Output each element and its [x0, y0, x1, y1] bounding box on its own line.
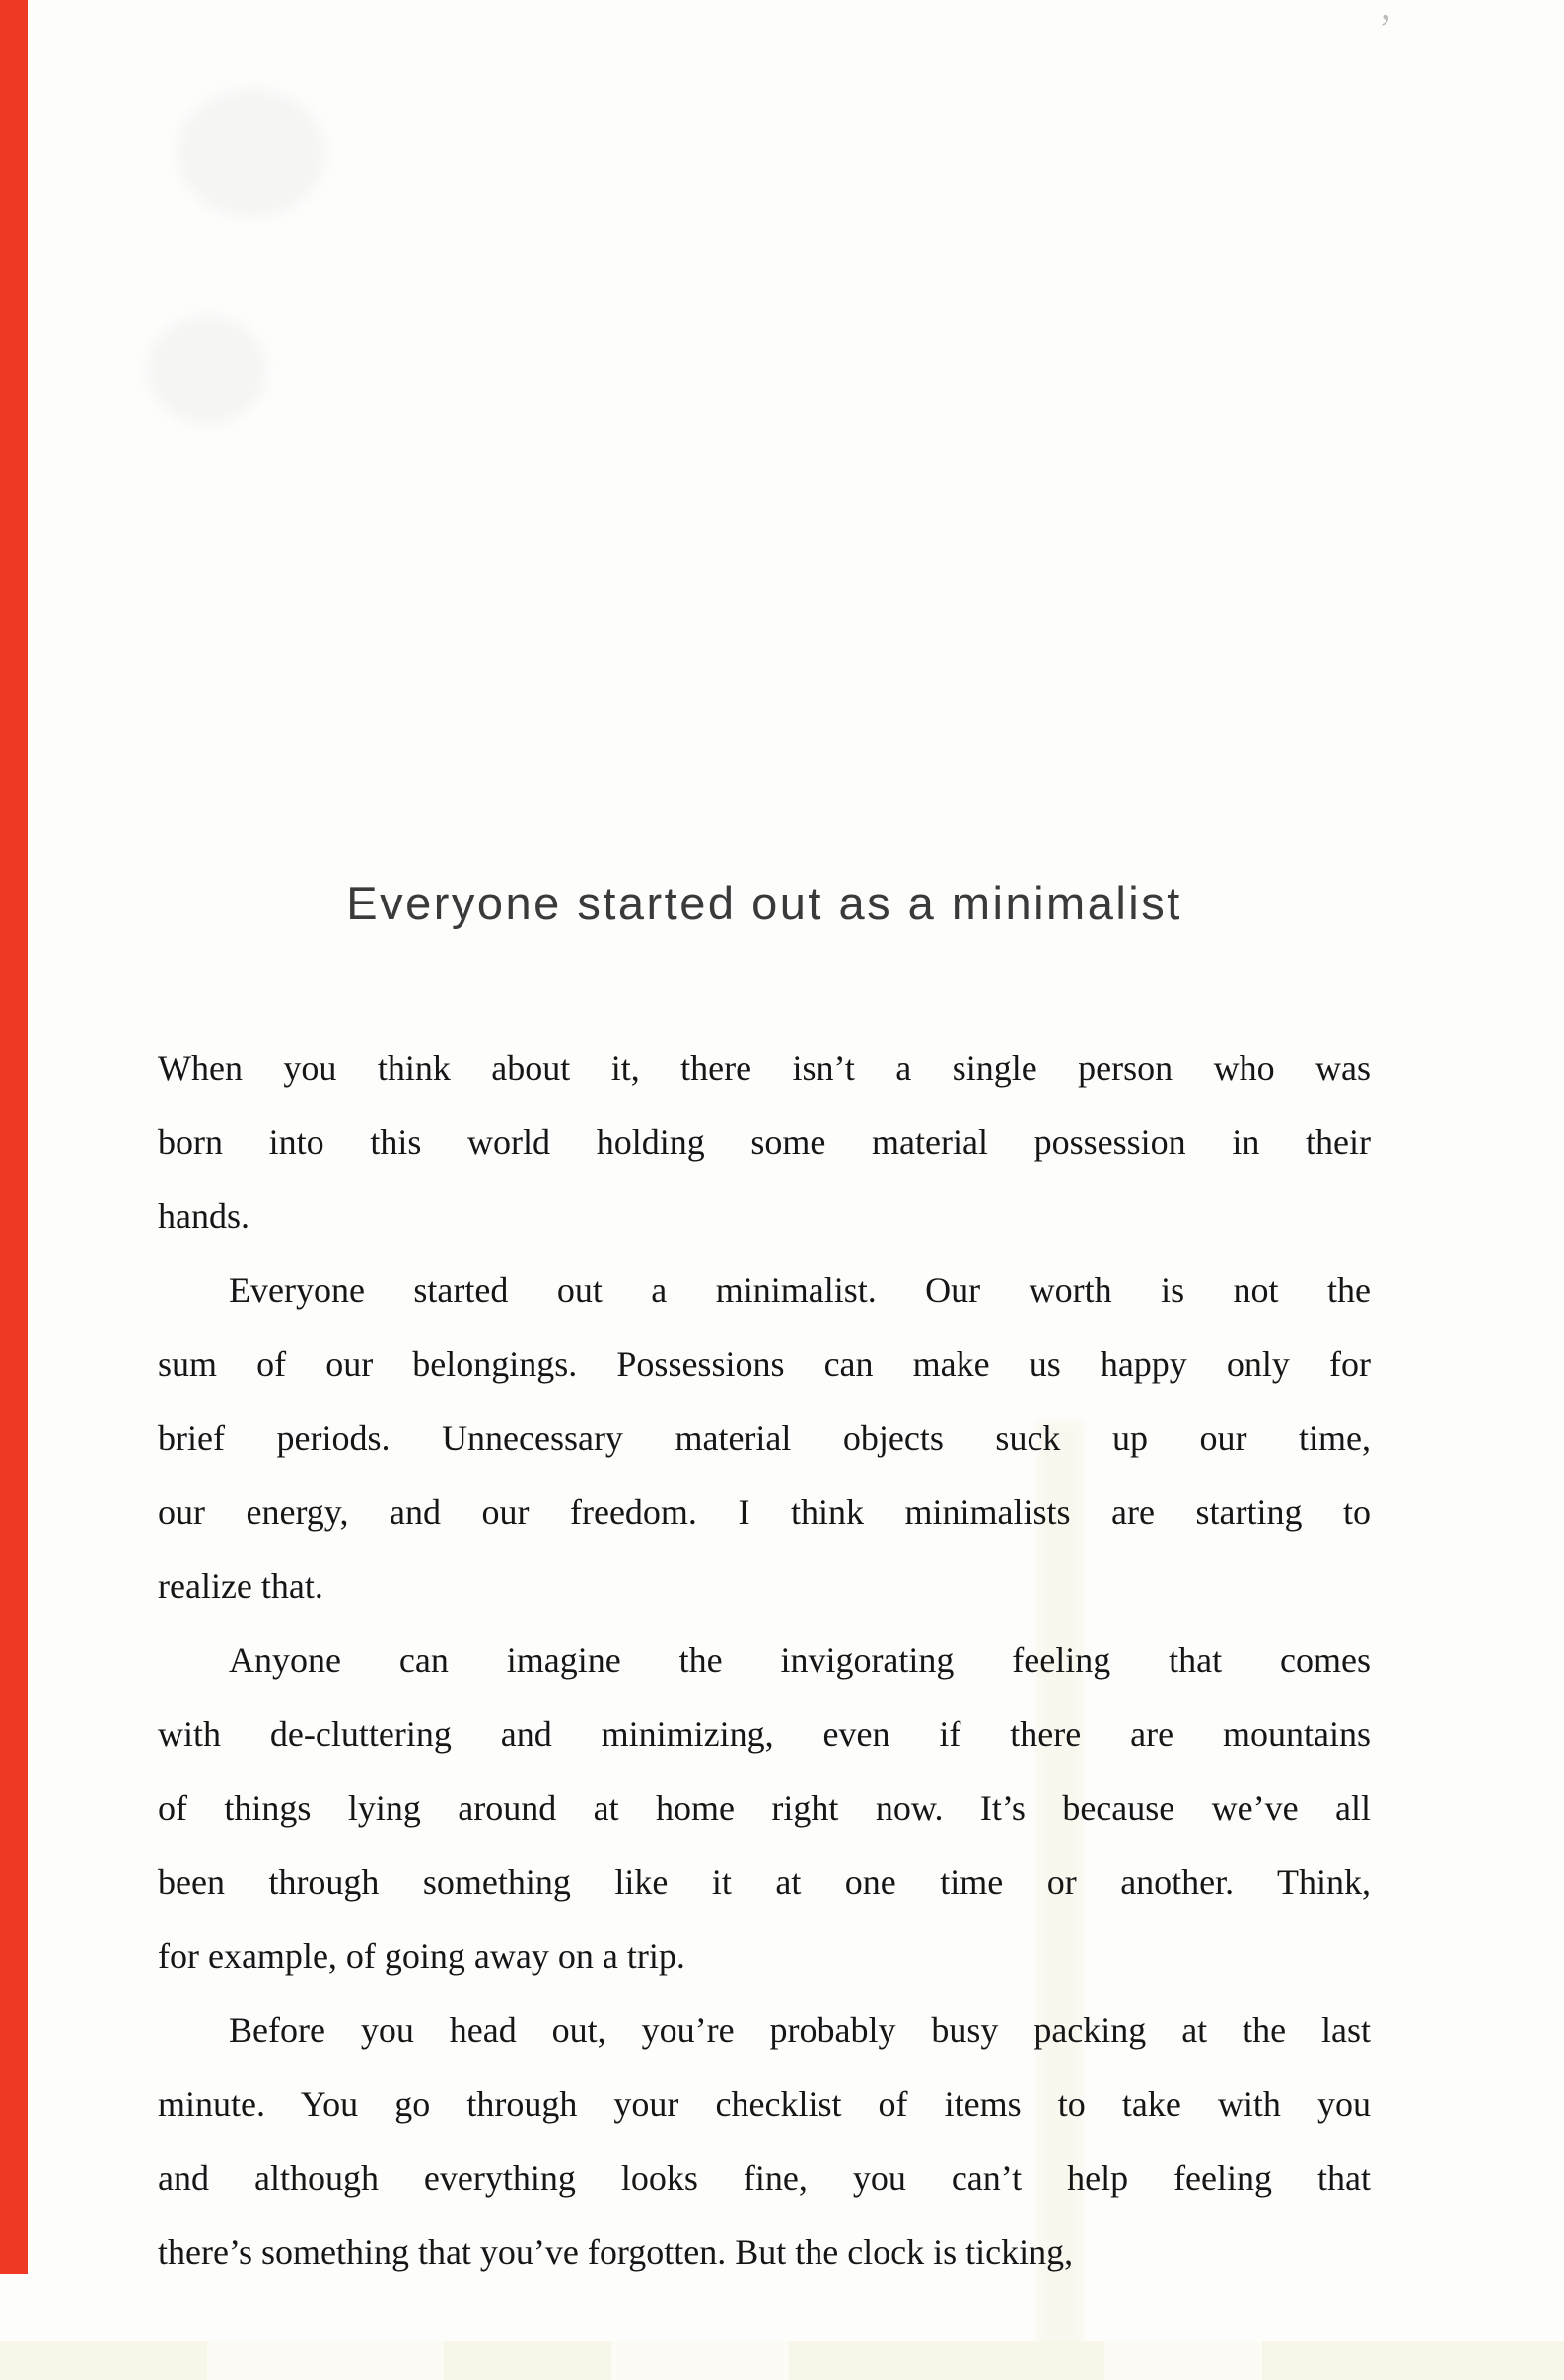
page-edge-highlight [611, 2341, 789, 2380]
body-line: hands. [158, 1196, 249, 1236]
body-line: Everyone started out a minimalist. Our worth is not the [229, 1270, 1371, 1310]
scan-smudge [148, 316, 266, 424]
body-line: brief periods. Unnecessary material objects suck up our time, [158, 1418, 1371, 1458]
body-line: for example, of going away on a trip. [158, 1936, 685, 1976]
book-spine-strip [0, 0, 28, 2274]
body-text [158, 1032, 1371, 2289]
body-line: with de-cluttering and minimizing, even if there are mountains [158, 1714, 1371, 1754]
body-line: minute. You go through your checklist of items to take with you [158, 2084, 1371, 2124]
body-line: of things lying around at home right now. It’s because we’ve all [158, 1788, 1371, 1828]
page-bottom-edge [0, 2341, 1564, 2380]
page-edge-highlight [1104, 2341, 1262, 2380]
body-line: and although everything looks fine, you can’t help feeling that [158, 2158, 1371, 2198]
stray-ink-mark: ’ [1379, 7, 1392, 52]
body-line: there’s something that you’ve forgotten. But the clock is ticking, [158, 2232, 1074, 2272]
scan-smudge [178, 89, 325, 217]
body-line: our energy, and our freedom. I think minimalists are starting to [158, 1492, 1371, 1532]
body-line: been through something like it at one time or another. Think, [158, 1862, 1371, 1902]
chapter-heading: Everyone started out as a minimalist [346, 877, 1182, 929]
body-line: When you think about it, there isn’t a single person who was [158, 1048, 1371, 1088]
page-edge-highlight [207, 2341, 444, 2380]
body-line: born into this world holding some material possession in their [158, 1122, 1371, 1162]
body-line: Anyone can imagine the invigorating feeling that comes [229, 1640, 1371, 1680]
body-line: sum of our belongings. Possessions can make us happy only for [158, 1344, 1371, 1384]
body-line: Before you head out, you’re probably busy packing at the last [229, 2010, 1371, 2050]
body-line: realize that. [158, 1566, 323, 1606]
